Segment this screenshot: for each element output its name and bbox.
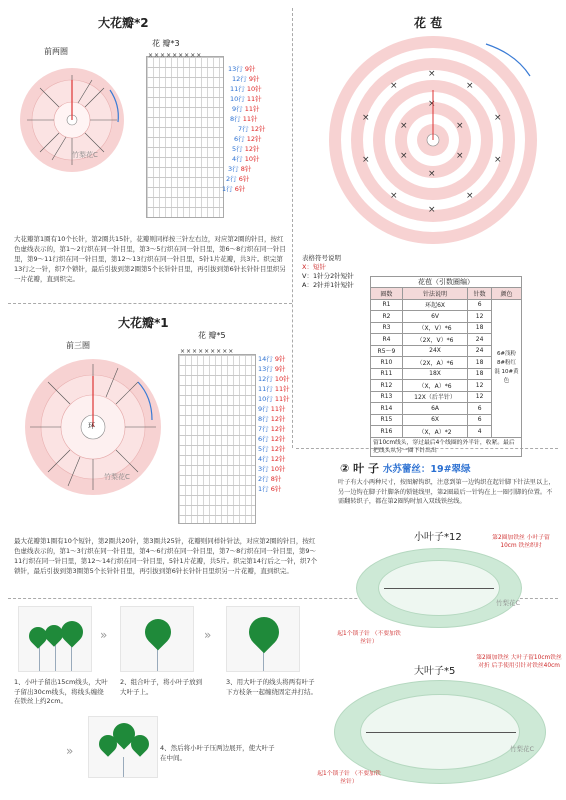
sec2-row: 13行 9针 bbox=[258, 365, 286, 373]
sec1-watermark: 竹梨花C bbox=[72, 151, 98, 159]
bud-symbol-item: X：短针 bbox=[302, 263, 326, 271]
step4-text: 4、然后将小叶子压两边展开，使大叶子在中间。 bbox=[160, 744, 275, 762]
sec1-row: 11行 10针 bbox=[230, 85, 262, 93]
sec1-round-chart bbox=[12, 60, 132, 180]
divider-horizontal-1 bbox=[8, 303, 292, 304]
svg-text:×: × bbox=[456, 121, 464, 131]
bud-symbols-title: 表格符号说明 bbox=[302, 254, 341, 262]
sec2-row: 11行 11针 bbox=[258, 385, 290, 393]
bud-table-header-cell: 颜色 bbox=[492, 288, 522, 300]
sec1-row: 6行 12针 bbox=[234, 135, 262, 143]
bud-table-row: R2 6V 12 bbox=[371, 311, 522, 323]
step1-photo bbox=[18, 606, 92, 672]
svg-text:×: × bbox=[362, 155, 370, 165]
sec1-row-labels bbox=[222, 64, 266, 194]
sec1-left-label: 前两圈 bbox=[44, 47, 68, 56]
sec1-grid-x-marks: ××××××××× bbox=[148, 52, 203, 59]
sec1-row: 13行 9针 bbox=[228, 65, 256, 73]
small-leaf-note-bottom: 起1个锁子针 （不要加铁丝针） bbox=[337, 631, 401, 645]
sec1-row: 4行 10针 bbox=[232, 155, 260, 163]
bud-title: 花 苞 bbox=[414, 16, 443, 30]
sec1-row: 7行 12针 bbox=[238, 125, 266, 133]
sec2-row: 7行 12针 bbox=[258, 425, 286, 433]
step2-photo bbox=[120, 606, 194, 672]
sec1-row: 3行 8针 bbox=[228, 165, 252, 173]
small-leaf-watermark: 竹梨花C bbox=[496, 599, 521, 607]
svg-text:×: × bbox=[400, 151, 408, 161]
big-leaf-note-top: 第2圈加铁丝 大叶子留10cm铁丝对折 后手使用引针对铁丝40cm bbox=[476, 655, 562, 669]
sec1-row: 2行 6针 bbox=[226, 175, 250, 183]
sec2-row: 5行 12针 bbox=[258, 445, 286, 453]
svg-text:×: × bbox=[428, 69, 436, 79]
bud-table-header-cell: 针数 bbox=[468, 288, 492, 300]
svg-text:×: × bbox=[362, 113, 370, 123]
small-leaf-midrib bbox=[384, 588, 494, 589]
bud-table-header-cell: 圈数 bbox=[371, 288, 403, 300]
step4-photo bbox=[88, 716, 158, 778]
sec2-row: 9行 11针 bbox=[258, 405, 286, 413]
sec1-row: 5行 12针 bbox=[232, 145, 260, 153]
bud-table-row: R15 6X 6 bbox=[371, 414, 522, 426]
bud-table-row: R5～9 24X 24 bbox=[371, 345, 522, 357]
bud-table-row: R14 6A 6 bbox=[371, 403, 522, 415]
leaf-title-b: 水苏蕾丝：19#翠绿 bbox=[382, 464, 471, 475]
bud-table-header-cell: 针法说明 bbox=[402, 288, 467, 300]
svg-text:×: × bbox=[466, 81, 474, 91]
divider-vertical bbox=[292, 8, 293, 448]
bud-table-row: R1 环起6X 6 6#浅粉 8#粉红 混 10#黄色 bbox=[371, 299, 522, 311]
bud-table-wrap bbox=[370, 276, 522, 457]
sec2-chart-label: 花 瓣*5 bbox=[198, 331, 226, 340]
sec1-title: 大花瓣*2 bbox=[98, 16, 149, 30]
sec2-left-label: 前三圈 bbox=[66, 341, 90, 350]
sec2-row: 12行 10针 bbox=[258, 375, 290, 383]
sec2-row-labels bbox=[258, 354, 290, 494]
sec2-row: 2行 8针 bbox=[258, 475, 282, 483]
arrow-icon: » bbox=[66, 744, 74, 758]
sec2-title: 大花瓣*1 bbox=[118, 316, 169, 330]
sec1-row: 1行 6针 bbox=[222, 185, 246, 193]
small-leaf-note-top: 第2圈加铁丝 小叶子留10cm 铁丝织时 bbox=[492, 535, 550, 549]
leaf-title-num: ② bbox=[340, 462, 350, 475]
big-leaf-midrib bbox=[366, 732, 516, 733]
big-leaf-watermark: 竹梨花C bbox=[510, 745, 535, 753]
sec1-row: 9行 11针 bbox=[232, 105, 260, 113]
leaf-title-a: 叶 子 bbox=[353, 462, 380, 475]
bud-table-row: R13 12X（后半针） 12 bbox=[371, 391, 522, 403]
svg-text:×: × bbox=[428, 99, 436, 109]
sec2-stitch-grid bbox=[178, 354, 256, 524]
big-leaf-note-bottom: 起1个锁子针 （不要加铁丝针） bbox=[317, 771, 381, 785]
bud-table-row: R11 18X 18 bbox=[371, 368, 522, 380]
bud-symbols bbox=[302, 254, 354, 290]
bud-table-footer: 留10cm线头，穿过最后4个线圈的外半针，收紧。最后把线头从另一圈下针出出 bbox=[370, 438, 522, 457]
sec2-instructions: 最大花瓣第1圈有10个短针，第2圈共20针，第3圈共25针，花瓣则同样针针法，对应第2圈的针目，按红色虚线表示的，第1～3行织在同一针目里，第4～6行织在同一针目里，第7～8行织在同一针目里，第9～11行织在同一针目里，第12～14行织在同一针目里，5针1片花瓣，共5片。织完第14行后之一针，织7个锁针，最后引拔到第3圈第5个长针针目里，再引拔到第6针长针针目里织另一片花瓣，直到织完。 bbox=[14, 537, 318, 575]
leaf-instructions: 叶子有大小两种尺寸，按图解钩织，注意到第一边钩织在起针脚下针法里以上，另一边钩在脚子针脚条的锁链线里，第2圈最后一针钩在上一圈引脚的位置。不需翻转织子，都在第2圈钩时加入双线铁丝线。 bbox=[338, 479, 555, 505]
bud-table-row: R12 （X，A）*6 12 bbox=[371, 380, 522, 392]
sec2-watermark: 竹梨花C bbox=[104, 473, 130, 481]
step3-text: 3、用大叶子的线头将两有叶子下方枝条一起缠绕固定并打结。 bbox=[226, 678, 317, 696]
sec1-stitch-grid bbox=[146, 56, 224, 218]
sec1-row: 8行 11针 bbox=[230, 115, 258, 123]
sec1-instructions: 大花瓣第1圈有10个长针，第2圈共15针，花瓣则同样按三针左右边，对应第2圈的针目，按红色虚线表示的，第1～2行织在同一针目里，第3～5行织在同一针目里，第6～8行织在同一针目里，第9～11行织在同一针目里，第12～13行织在同一针目里，5针1片花瓣，共3片。织完第13行之一针，织7个锁针，最后引拔到第2圈第5个长针针目里，再引拔到第6针长针针目里织另一片花瓣，直到织完。 bbox=[14, 235, 286, 283]
sec1-row: 10行 11针 bbox=[230, 95, 262, 103]
bud-table-title: 花苞（引数圈编） bbox=[370, 276, 522, 287]
sec1-row: 12行 9针 bbox=[232, 75, 260, 83]
arrow-icon: » bbox=[100, 628, 108, 642]
bud-table-head bbox=[371, 288, 522, 300]
leaf-title bbox=[340, 460, 471, 476]
sec1-chart-label: 花 瓣*3 bbox=[152, 39, 180, 48]
big-leaf-title: 大叶子*5 bbox=[414, 666, 456, 677]
svg-text:×: × bbox=[390, 191, 398, 201]
svg-text:×: × bbox=[456, 151, 464, 161]
bud-color-note: 6#浅粉 8#粉红 混 10#黄色 bbox=[492, 299, 522, 437]
sec2-row: 1行 6针 bbox=[258, 485, 282, 493]
bud-table-row: R4 （2X，V）*6 24 bbox=[371, 334, 522, 346]
svg-text:×: × bbox=[400, 121, 408, 131]
svg-text:×: × bbox=[390, 81, 398, 91]
bud-table-row: R16 （X，A）*2 4 bbox=[371, 426, 522, 438]
sec2-row: 4行 12针 bbox=[258, 455, 286, 463]
step3-photo bbox=[226, 606, 300, 672]
bud-round-chart bbox=[306, 30, 560, 250]
sec2-row: 14行 9针 bbox=[258, 355, 286, 363]
bud-table-row: R3 （X，V）*6 18 bbox=[371, 322, 522, 334]
step1-text: 1、小叶子留出15cm线头，大叶子留出30cm线头，将线头缠绕在铁丝上约2cm。 bbox=[14, 678, 108, 705]
sec2-row: 10行 11针 bbox=[258, 395, 290, 403]
svg-text:×: × bbox=[494, 113, 502, 123]
sec2-row: 8行 12针 bbox=[258, 415, 286, 423]
sec2-grid-x-marks: ××××××××× bbox=[180, 348, 235, 355]
svg-text:×: × bbox=[494, 155, 502, 165]
bud-table-row: R10 （2X，A）*6 18 bbox=[371, 357, 522, 369]
svg-text:×: × bbox=[428, 205, 436, 215]
step2-text: 2、组合叶子，将小叶子放到大叶子上。 bbox=[120, 678, 203, 696]
bud-symbol-item: V：1针分2针短针 bbox=[302, 272, 354, 280]
arrow-icon: » bbox=[204, 628, 212, 642]
svg-text:×: × bbox=[428, 169, 436, 179]
sec2-row: 3行 10针 bbox=[258, 465, 286, 473]
bud-table bbox=[370, 287, 522, 438]
bud-symbol-item: A：2针并1针短针 bbox=[302, 281, 354, 289]
svg-text:×: × bbox=[466, 191, 474, 201]
sec2-row: 6行 12针 bbox=[258, 435, 286, 443]
sec2-center-text: 环 bbox=[88, 422, 95, 430]
small-leaf-title: 小叶子*12 bbox=[414, 532, 462, 543]
